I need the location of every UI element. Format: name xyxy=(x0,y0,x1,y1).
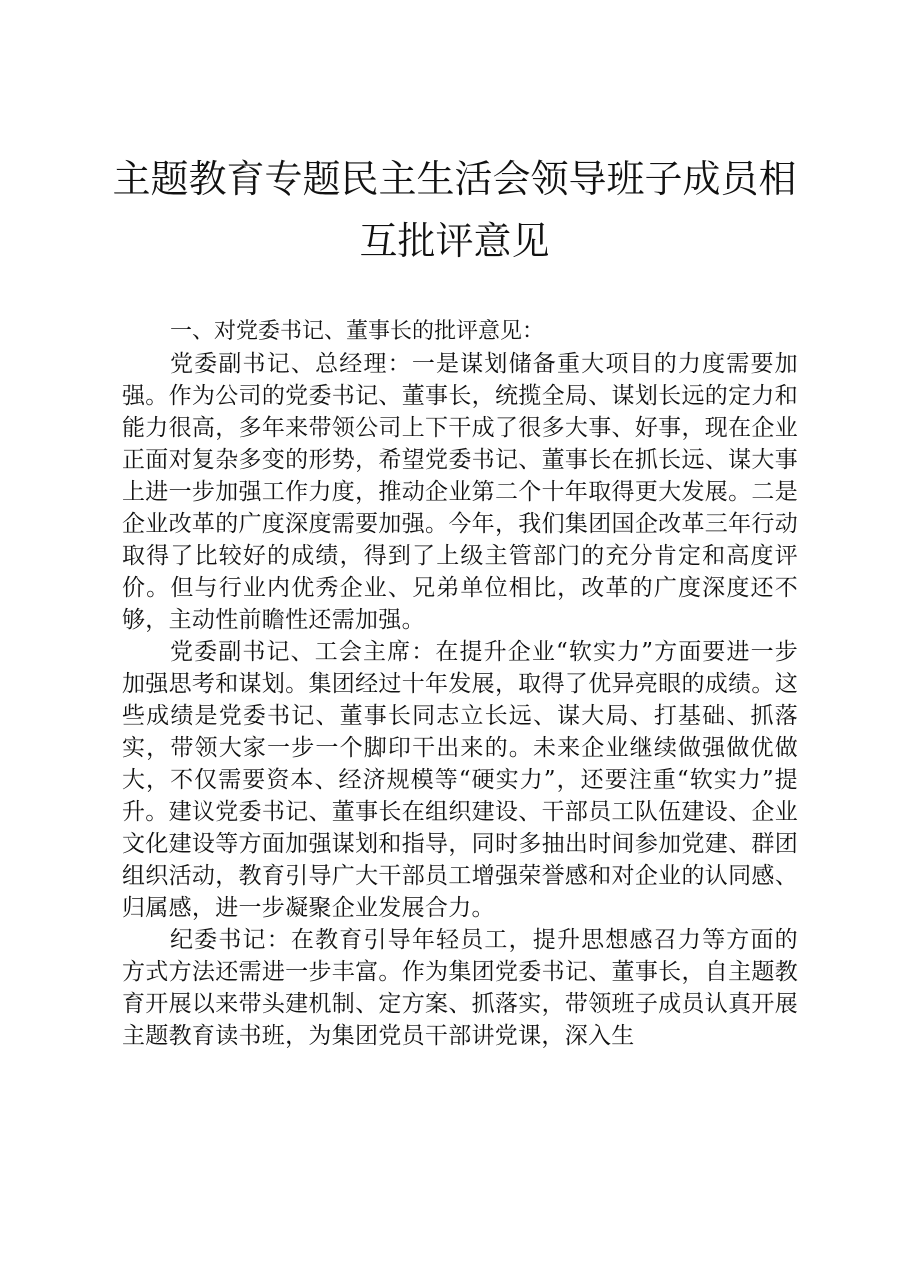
paragraph: 党委副书记、工会主席：在提升企业“软实力”方面要进一步加强思考和谋划。集团经过十年发展，取得了优异亮眼的成绩。这些成绩是党委书记、董事长同志立长远、谋大局、打基础、抓落实，带领大家一步一个脚印干出来的。未来企业继续做强做优做大，不仅需要资本、经济规模等“硬实力”，还要注重“软实力”提升。建议党委书记、董事长在组织建设、干部员工队伍建设、企业文化建设等方面加强谋划和指导，同时多抽出时间参加党建、群团组织活动，教育引导广大干部员工增强荣誉感和对企业的认同感、归属感，进一步凝聚企业发展合力。 xyxy=(122,639,798,921)
document-title: 主题教育专题民主生活会领导班子成员相互批评意见 xyxy=(112,157,797,263)
section-heading: 一、对党委书记、董事长的批评意见： xyxy=(170,319,545,344)
paragraph: 纪委书记：在教育引导年轻员工，提升思想感召力等方面的方式方法还需进一步丰富。作为集团党委书记、董事长，自主题教育开展以来带头建机制、定方案、抓落实，带领班子成员认真开展主题教育读书班，为集团党员干部讲党课，深入生 xyxy=(122,927,798,1049)
document-body xyxy=(122,316,798,1052)
paragraph: 党委副书记、总经理：一是谋划储备重大项目的力度需要加强。作为公司的党委书记、董事长，统揽全局、谋划长远的定力和能力很高，多年来带领公司上下干成了很多大事、好事，现在企业正面对复杂多变的形势，希望党委书记、董事长在抓长远、谋大事上进一步加强工作力度，推动企业第二个十年取得更大发展。二是企业改革的广度深度需要加强。今年，我们集团国企改革三年行动取得了比较好的成绩，得到了上级主管部门的充分肯定和高度评价。但与行业内优秀企业、兄弟单位相比，改革的广度深度还不够，主动性前瞻性还需加强。 xyxy=(122,351,798,633)
